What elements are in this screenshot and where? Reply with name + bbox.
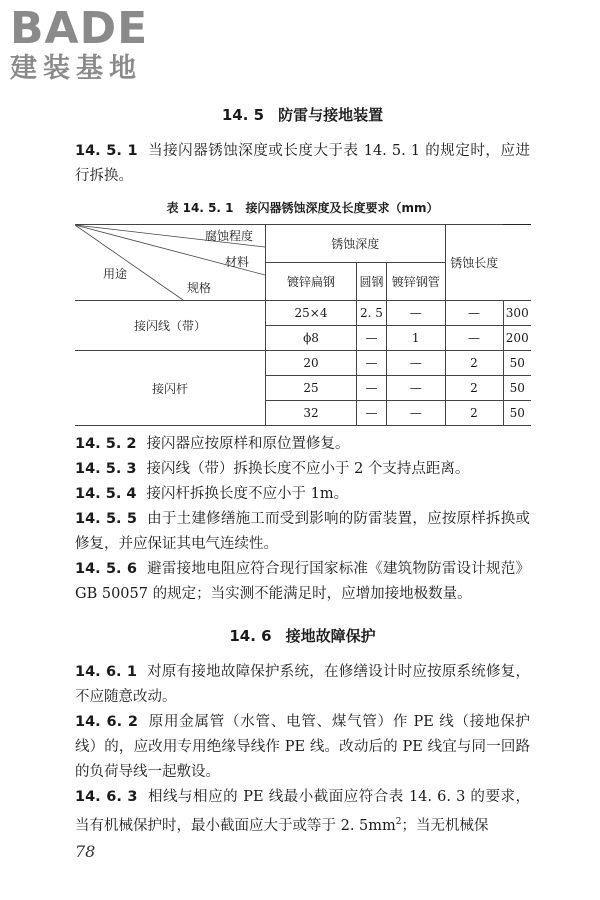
spec-cell: 32 [266,401,357,426]
clause-text: 避雷接地电阻应符合现行国家标准《建筑物防雷设计规范》GB 50057 的规定；当实测不能满足时，应增加接地极数量。 [75,561,530,602]
diag-label-corrosion: 腐蚀程度 [204,229,253,243]
material-flat-steel: 镀锌扁钢 [266,263,357,301]
logo [10,3,149,84]
clause-text: 接闪器应按原样和原位置修复。 [146,436,350,452]
clause-text: 对原有接地故障保护系统，在修缮设计时应按原系统修复，不应随意改动。 [75,664,530,705]
value-cell: — [357,401,387,426]
table-number: 表 14. 5. 1 [166,201,234,215]
section-heading-14-5 [75,104,530,125]
clause-number: 14. 5. 2 [75,436,137,452]
clause-text-cont: ；当无机械保 [401,817,489,834]
spec-cell: ϕ8 [266,326,357,351]
value-cell: 50 [503,351,531,376]
value-cell: 2 [445,351,503,376]
value-cell: — [357,376,387,401]
logo-subtitle: 建装基地 [10,53,142,84]
clause-number: 14. 6. 3 [75,789,138,805]
clause-number: 14. 5. 6 [75,561,137,577]
value-cell: 300 [503,301,531,326]
spec-cell: 25×4 [266,301,357,326]
diag-label-material: 材料 [224,255,249,269]
value-cell: 50 [503,401,531,426]
use-cell: 接闪线（带） [75,301,266,351]
spec-cell: 25 [266,376,357,401]
value-cell: — [357,351,387,376]
rust-limits-table [75,224,531,426]
diag-label-spec: 规格 [187,281,212,295]
value-cell: 2 [445,376,503,401]
clause-14-5-6 [75,557,530,607]
page-number: 78 [75,842,96,861]
clause-number: 14. 6. 2 [75,714,138,730]
value-cell: — [386,401,445,426]
value-cell: 200 [503,326,531,351]
clause-14-5-1 [75,139,530,189]
clause-14-6-2 [75,710,530,785]
section-heading-14-6 [75,625,530,646]
value-cell: — [445,301,503,326]
value-cell: — [386,301,445,326]
value-cell: 1 [386,326,445,351]
section-number: 14. 6 [229,627,272,645]
value-cell: 2. 5 [357,301,387,326]
clause-14-6-3 [75,785,530,839]
value-cell: — [386,351,445,376]
value-cell: — [386,376,445,401]
table-header-row [75,225,531,263]
section-number: 14. 5 [221,106,265,124]
clause-number: 14. 5. 5 [75,511,137,527]
clause-number: 14. 5. 1 [75,143,138,159]
value-cell: — [357,326,387,351]
length-header: 锈蚀长度 [445,225,503,301]
logo-wordmark: BADE [10,3,149,54]
table-title: 接闪器锈蚀深度及长度要求（mm） [245,201,439,215]
material-steel-pipe: 镀锌钢管 [386,263,445,301]
material-round-steel: 圆钢 [357,263,387,301]
clause-number: 14. 5. 4 [75,486,137,502]
table-row [75,351,531,376]
table-row [75,301,531,326]
clause-14-6-1 [75,660,530,710]
clause-text: 当接闪器锈蚀深度或长度大于表 14. 5. 1 的规定时，应进行拆换。 [75,143,530,184]
clause-text: 原用金属管（水管、电管、煤气管）作 PE 线（接地保护线）的，应改用专用绝缘导线作 PE 线。改动后的 PE 线宜与同一回路的负荷导线一起敷设。 [75,714,530,780]
value-cell: — [445,326,503,351]
clause-14-5-2 [75,432,530,457]
clause-text: 由于土建修缮施工而受到影响的防雷装置，应按原样拆换或修复，并应保证其电气连续性。 [75,511,530,552]
clause-number: 14. 6. 1 [75,664,137,680]
clause-14-5-3 [75,457,530,482]
clause-14-5-4 [75,482,530,507]
value-cell: 2 [445,401,503,426]
table-caption [75,199,530,216]
section-title: 接地故障保护 [285,627,376,645]
clause-number: 14. 5. 3 [75,461,137,477]
spec-cell: 20 [266,351,357,376]
superscript: 2 [395,817,402,827]
section-title: 防雷与接地装置 [278,106,384,124]
diag-label-use: 用途 [103,267,128,281]
diagonal-header-cell [75,225,266,301]
clause-text: 相线与相应的 PE 线最小截面应符合表 14. 6. 3 的要求，当有机械保护时，最小截面应大于或等于 2. 5mm [75,789,530,834]
clause-text: 接闪线（带）拆换长度不应小于 2 个支持点距离。 [146,461,470,477]
page-content [75,104,530,839]
value-cell: 50 [503,376,531,401]
depth-header: 锈蚀深度 [266,225,446,263]
clause-text: 接闪杆拆换长度不应小于 1m。 [146,486,349,502]
clause-14-5-5 [75,507,530,557]
use-cell: 接闪杆 [75,351,266,426]
